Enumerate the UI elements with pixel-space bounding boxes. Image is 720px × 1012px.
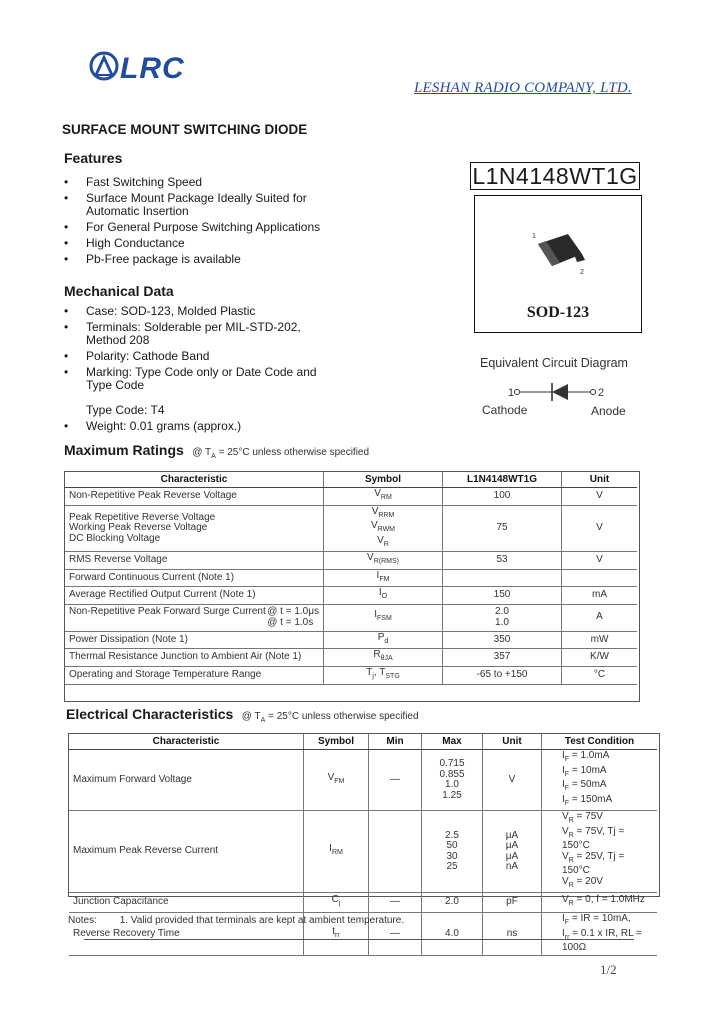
- test-condition-line: $I_F$ = IR = 10mA,: [562, 913, 631, 926]
- condition-prefix: @ T: [241, 711, 261, 722]
- condition-rest: = 25°C unless otherwise specified: [265, 711, 419, 722]
- anode-label: Anode: [591, 404, 626, 418]
- unit-cell: V: [562, 488, 638, 506]
- value-cell: 357: [443, 649, 562, 667]
- table-row: [65, 569, 637, 587]
- table-row: [65, 552, 637, 570]
- max-ratings-header: [64, 442, 369, 460]
- footer-divider: [84, 939, 634, 940]
- symbol-letter: V: [371, 505, 379, 517]
- unit-cell: mA: [562, 587, 638, 605]
- max-ratings-table: [65, 472, 637, 685]
- electrical-header: [66, 706, 419, 724]
- table-row: [65, 604, 637, 631]
- unit-cell: μA μA μA nA: [483, 811, 542, 893]
- col-header: Max: [422, 734, 483, 750]
- symbol-cell: [324, 587, 443, 605]
- symbol-sub: RRM: [378, 511, 395, 519]
- symbol-cell: [304, 893, 369, 913]
- condition-sub: A: [211, 453, 216, 460]
- test-condition-line: $V_R = 0$, f = 1.0MHz: [562, 894, 645, 908]
- diode-symbol-icon: [512, 380, 598, 404]
- table-row: [65, 631, 637, 649]
- characteristic-cell: Non-Repetitive Peak Reverse Voltage: [65, 488, 324, 506]
- symbol-letter: V: [370, 520, 378, 531]
- test-condition-line: $I_F = 150mA$: [562, 793, 613, 807]
- max-cell: 2.5 50 30 25: [422, 811, 483, 893]
- features-list: [64, 176, 364, 269]
- condition-prefix: @ T: [192, 447, 212, 458]
- test-condition-line: $I_F = 1.0mA$: [562, 750, 610, 763]
- symbol-letter: , T: [373, 666, 386, 678]
- symbol-letter: R: [373, 649, 381, 660]
- min-cell: —: [369, 750, 422, 811]
- table-row: [69, 750, 657, 811]
- max-ratings-condition: [192, 447, 369, 458]
- table-row: [65, 505, 637, 552]
- value-cell: [443, 569, 562, 587]
- symbol-letter: V: [377, 534, 384, 546]
- logo-text: LRC: [120, 52, 185, 85]
- characteristic-condition: @ t = 1.0μs @ t = 1.0s: [267, 606, 319, 628]
- electrical-heading: Electrical Characteristics: [66, 706, 234, 722]
- symbol-cell: [324, 505, 443, 552]
- col-header: Characteristic: [65, 472, 324, 488]
- symbol-cell: [324, 552, 443, 570]
- symbol-letter: t: [332, 925, 336, 937]
- max-cell: 2.0: [422, 893, 483, 913]
- value-cell: 100: [443, 488, 562, 506]
- symbol-sub: STG: [385, 672, 400, 680]
- symbol-letter: C: [331, 894, 339, 906]
- max-cell: 0.715 0.855 1.0 1.25: [422, 750, 483, 811]
- svg-text:1: 1: [532, 233, 536, 240]
- unit-cell: °C: [562, 666, 638, 684]
- test-condition-cell: [542, 750, 658, 811]
- circuit-pin2: 2: [598, 387, 605, 399]
- symbol-cell: [324, 488, 443, 506]
- symbol-sub: R: [383, 540, 389, 548]
- feature-item: • Fast Switching Speed: [64, 176, 364, 189]
- characteristic-cell: Maximum Forward Voltage: [69, 750, 304, 811]
- company-name: LESHAN RADIO COMPANY, LTD.: [414, 80, 632, 96]
- symbol-cell: [324, 649, 443, 667]
- symbol-sub: j: [338, 900, 341, 908]
- unit-cell: [562, 569, 638, 587]
- circuit-pin1: 1: [508, 387, 515, 399]
- sod123-package-icon: [530, 224, 590, 279]
- characteristic-with-condition: [69, 607, 319, 628]
- col-header: Unit: [562, 472, 638, 488]
- unit-cell: mW: [562, 631, 638, 649]
- col-header: L1N4148WT1G: [443, 472, 562, 488]
- symbol-letter: I: [374, 609, 377, 621]
- test-condition-line: $I_F = 50mA$: [562, 779, 607, 792]
- symbol-sub: FSM: [377, 615, 392, 623]
- feature-item: • High Conductance: [64, 237, 364, 250]
- table-header-row: [69, 734, 657, 750]
- symbol-letter: V: [367, 552, 374, 563]
- weight-item: • Weight: 0.01 grams (approx.): [64, 420, 324, 433]
- mechanical-item: • Polarity: Cathode Band: [64, 350, 334, 363]
- mechanical-heading: Mechanical Data: [64, 283, 174, 299]
- mechanical-item: • Terminals: Solderable per MIL-STD-202, Method 208: [64, 321, 316, 347]
- characteristic-cell: Reverse Recovery Time: [69, 913, 304, 956]
- unit-cell: A: [562, 604, 638, 631]
- electrical-condition: [242, 711, 419, 722]
- characteristic-cell: [65, 604, 324, 631]
- svg-text:2: 2: [580, 269, 584, 276]
- table-row: [69, 811, 657, 893]
- mechanical-item: • Case: SOD-123, Molded Plastic: [64, 305, 334, 318]
- condition-sub: A: [260, 717, 266, 724]
- value-cell: -65 to +150: [443, 666, 562, 684]
- symbol-letter: I: [329, 843, 332, 855]
- unit-cell: V: [483, 750, 542, 811]
- test-condition-cell: [542, 811, 658, 893]
- table-row: [69, 893, 657, 913]
- symbol-sub: FM: [334, 777, 345, 785]
- condition-rest: = 25°C unless otherwise specified: [215, 447, 370, 458]
- weight-list: [64, 420, 324, 436]
- col-header: Symbol: [304, 734, 369, 750]
- characteristic-cell: Operating and Storage Temperature Range: [65, 666, 324, 684]
- unit-cell: K/W: [562, 649, 638, 667]
- symbol-letter: V: [327, 771, 335, 783]
- characteristic-cell: Maximum Peak Reverse Current: [69, 811, 304, 893]
- test-condition-line: $V_R = 25V$, Tj = 150°C: [562, 850, 625, 876]
- unit-cell: ns: [483, 913, 542, 956]
- characteristic-cell: Peak Repetitive Reverse Voltage Working Peak Reverse Voltage DC Blocking Voltage: [65, 505, 324, 552]
- symbol-cell: [324, 569, 443, 587]
- circuit-title: Equivalent Circuit Diagram: [480, 356, 628, 370]
- symbol-sub: RWM: [377, 526, 396, 533]
- table-row: [65, 666, 637, 684]
- characteristic-cell: Power Dissipation (Note 1): [65, 631, 324, 649]
- mechanical-list: [64, 305, 334, 395]
- symbol-sub: RM: [380, 494, 392, 501]
- notes: [68, 915, 404, 926]
- symbol-letter: V: [374, 488, 381, 499]
- characteristic-cell: Thermal Resistance Junction to Ambient Air (Note 1): [65, 649, 324, 667]
- characteristic-cell: Average Rectified Output Current (Note 1): [65, 587, 324, 605]
- package-label: SOD-123: [526, 304, 590, 321]
- mechanical-item: • Marking: Type Code only or Date Code and Type Code: [64, 366, 326, 392]
- symbol-cell: [304, 750, 369, 811]
- characteristic-cell: Forward Continuous Current (Note 1): [65, 569, 324, 587]
- value-cell: 53: [443, 552, 562, 570]
- col-header: Test Condition: [542, 734, 658, 750]
- feature-item: • For General Purpose Switching Applications: [64, 221, 364, 234]
- test-condition-cell: [542, 893, 658, 913]
- min-cell: —: [369, 893, 422, 913]
- symbol-letter: T: [366, 666, 373, 678]
- feature-item: • Pb-Free package is available: [64, 253, 364, 266]
- unit-cell: pF: [483, 893, 542, 913]
- min-cell: —: [369, 913, 422, 956]
- test-condition-line: $V_R = 20V$: [562, 875, 603, 889]
- part-number-box: L1N4148WT1G: [470, 162, 640, 190]
- symbol-letter: I: [378, 587, 382, 598]
- symbol-letter: I: [376, 569, 380, 581]
- symbol-sub: rr: [335, 931, 340, 939]
- table-row: [65, 587, 637, 605]
- characteristic-text: Non-Repetitive Peak Forward Surge Current: [69, 606, 266, 617]
- page-number: 1/2: [600, 962, 617, 977]
- symbol-sub: O: [381, 593, 388, 600]
- test-condition-line: $I_F = 10mA$: [562, 764, 607, 778]
- value-cell: 75: [443, 505, 562, 552]
- notes-text: 1. Valid provided that terminals are kept at ambient temperature.: [119, 915, 405, 926]
- symbol-sub: d: [384, 637, 389, 645]
- min-cell: [369, 811, 422, 893]
- table-row: [65, 649, 637, 667]
- type-code: Type Code: T4: [86, 403, 165, 417]
- characteristic-cell: Junction Capacitance: [69, 893, 304, 913]
- notes-label: Notes:: [68, 915, 97, 926]
- symbol-cell: [304, 811, 369, 893]
- table-header-row: [65, 472, 637, 488]
- symbol-sub: FM: [379, 575, 390, 583]
- value-cell: 2.0 1.0: [443, 604, 562, 631]
- test-condition-line: $I_{rr} = 0.1$ x IR, RL = 100Ω: [562, 927, 642, 953]
- col-header: Characteristic: [69, 734, 304, 750]
- cathode-label: Cathode: [482, 403, 528, 417]
- symbol-cell: [324, 666, 443, 684]
- test-condition-line: $V_R = 75V$: [562, 811, 603, 824]
- unit-cell: V: [562, 505, 638, 552]
- symbol-sub: θJA: [380, 655, 393, 662]
- col-header: Min: [369, 734, 422, 750]
- symbol-letter: P: [377, 631, 385, 643]
- unit-cell: V: [562, 552, 638, 570]
- test-condition-line: $V_R = 75V$, Tj = 150°C: [562, 825, 625, 851]
- col-header: Unit: [483, 734, 542, 750]
- features-heading: Features: [64, 150, 123, 166]
- package-box: [474, 195, 642, 333]
- col-header: Symbol: [324, 472, 443, 488]
- symbol-sub: R(RMS): [373, 558, 399, 565]
- max-ratings-body: [65, 488, 637, 685]
- max-cell: 4.0: [422, 913, 483, 956]
- symbol-cell: [324, 631, 443, 649]
- document-title: SURFACE MOUNT SWITCHING DIODE: [62, 122, 308, 137]
- symbol-sub: j: [372, 672, 374, 680]
- symbol-cell: [324, 604, 443, 631]
- value-cell: 150: [443, 587, 562, 605]
- test-condition-cell: [542, 913, 658, 956]
- characteristic-cell: RMS Reverse Voltage: [65, 552, 324, 570]
- feature-item: • Surface Mount Package Ideally Suited for Automatic Insertion: [64, 192, 316, 218]
- symbol-sub: RM: [331, 849, 343, 857]
- max-ratings-heading: Maximum Ratings: [64, 442, 184, 458]
- table-row: [65, 488, 637, 506]
- value-cell: 350: [443, 631, 562, 649]
